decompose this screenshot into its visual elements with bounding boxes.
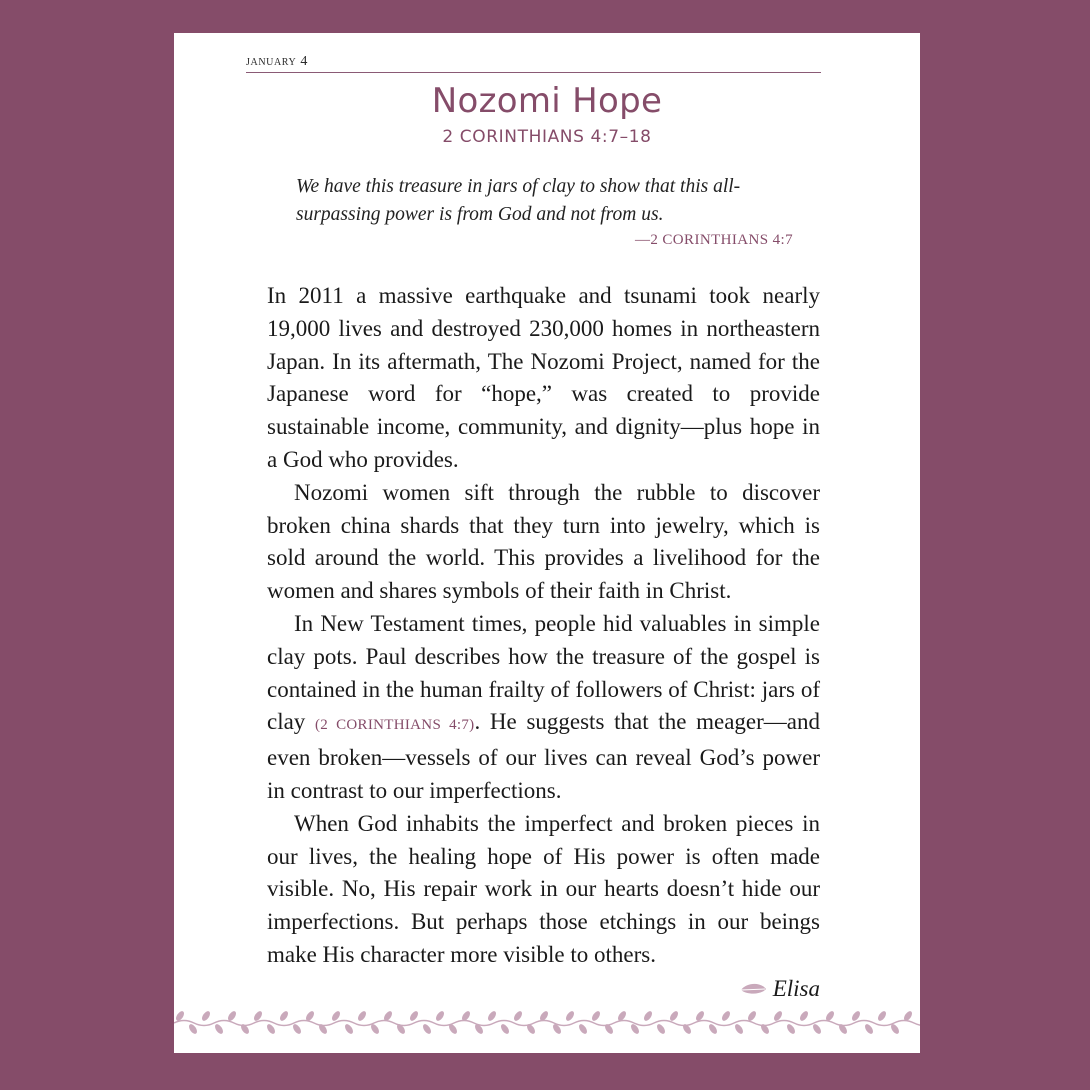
paragraph-3-text: In New Testament times, people hid valuables in simple clay pots. Paul describes how the treasure of the gospel is contained in the human frailty of followers of Christ: jars of clay xyxy=(267,610,820,735)
page-header xyxy=(246,50,821,73)
vine-border-ornament xyxy=(174,1007,920,1037)
page-title: Nozomi Hope xyxy=(431,81,663,121)
key-verse: We have this treasure in jars of clay to show that this all-surpassing power is from God and not from us. xyxy=(296,176,741,225)
author-signature xyxy=(739,976,820,1002)
paragraph-3 xyxy=(267,608,820,808)
inline-scripture-reference: (2 CORINTHIANS 4:7) xyxy=(315,717,475,734)
paragraph-2: Nozomi women sift through the rubble to discover broken china shards that they turn into jewelry, which is sold around the world. This provides a livelihood for the women and shares symbols of their faith in Christ. xyxy=(267,479,820,604)
paragraph-3-text-end: . He suggests that the meager—and even broken—vessels of our lives can reveal God’s power in contrast to our imperfections. xyxy=(267,709,820,803)
scripture-reading: 2 CORINTHIANS 4:7–18 xyxy=(442,127,652,147)
key-verse-reference: —2 CORINTHIANS 4:7 xyxy=(634,232,793,248)
page-date: january 4 xyxy=(246,54,309,69)
paragraph-1: In 2011 a massive earthquake and tsunami took nearly 19,000 lives and destroyed 230,000 homes in northeastern Japan. In its aftermath, The Nozomi Project, named for the Japanese word for “hope,” was created to provide sustainable income, community, and dignity—plus hope in a God who provides. xyxy=(267,283,820,472)
leaf-icon xyxy=(739,976,767,1002)
paragraph-4: When God inhabits the imperfect and broken pieces in our lives, the healing hope of His power is often made visible. No, His repair work in our hearts doesn’t hide our imperfections. But perhaps those etchings in our beings make His character more visible to others. xyxy=(267,810,820,967)
devotional-body xyxy=(267,280,820,972)
author-name: Elisa xyxy=(772,976,820,1001)
devotional-page xyxy=(174,33,920,1053)
